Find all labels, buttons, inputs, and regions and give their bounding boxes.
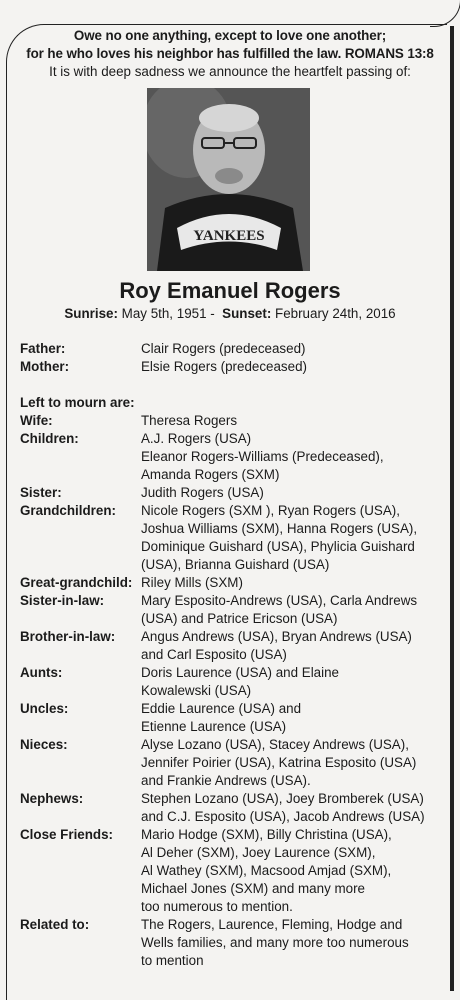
row-label: Wife:: [20, 413, 53, 428]
relative-row: [20, 826, 440, 916]
row-label: Left to mourn are:: [20, 395, 135, 410]
sunrise-date: May 5th, 1951 -: [121, 306, 215, 321]
row-value: A.J. Rogers (USA) Eleanor Rogers-Williams (Predeceased), Amanda Rogers (SXM): [141, 431, 384, 482]
photo-cap-text: YANKEES: [193, 228, 265, 244]
life-dates: [0, 305, 460, 323]
portrait-photo: [147, 88, 310, 271]
row-value: Theresa Rogers: [141, 413, 238, 428]
row-value: Angus Andrews (USA), Bryan Andrews (USA) and Carl Esposito (USA): [141, 629, 412, 662]
row-label: Grandchildren:: [20, 503, 116, 518]
row-value: Doris Laurence (USA) and Elaine Kowalewski (USA): [141, 665, 339, 698]
row-label: Uncles:: [20, 701, 69, 716]
sunset-date: February 24th, 2016: [275, 306, 396, 321]
relative-row: [20, 700, 440, 736]
row-label: Father:: [20, 341, 66, 356]
family-details: [20, 340, 440, 970]
row-label: Nieces:: [20, 737, 68, 752]
relative-row: [20, 736, 440, 790]
row-value: Eddie Laurence (USA) and Etienne Laurence (USA): [141, 701, 302, 734]
row-value: Stephen Lozano (USA), Joey Bromberek (USA) and C.J. Esposito (USA), Jacob Andrews (USA): [141, 791, 425, 824]
row-label: Related to:: [20, 917, 90, 932]
row-value: Elsie Rogers (predeceased): [141, 359, 307, 374]
relative-row: [20, 592, 440, 628]
mother-row: [20, 358, 440, 376]
relative-row: [20, 628, 440, 664]
row-label: Children:: [20, 431, 79, 446]
deceased-name: Roy Emanuel Rogers: [119, 278, 341, 303]
father-row: [20, 340, 440, 358]
row-value: Riley Mills (SXM): [141, 575, 243, 590]
portrait-illustration: [147, 88, 310, 271]
verse-line-2: for he who loves his neighbor has fulfilled the law. ROMANS 13:8: [26, 46, 434, 61]
relative-row: [20, 430, 440, 484]
notice-corner: [430, 0, 460, 27]
row-value: The Rogers, Laurence, Fleming, Hodge and Wells families, and many more too numerous to mention: [141, 917, 409, 968]
row-label: Brother-in-law:: [20, 629, 116, 644]
relative-row: [20, 502, 440, 574]
relative-row: [20, 664, 440, 700]
relative-row: [20, 916, 440, 970]
row-label: Sister:: [20, 485, 62, 500]
row-value: Mario Hodge (SXM), Billy Christina (USA), Al Deher (SXM), Joey Laurence (SXM), Al Wathey (SXM), Macsood Amjad (SXM), Michael Jones (SXM) and many more too numerous to mention.: [141, 827, 392, 914]
row-label: Aunts:: [20, 665, 63, 680]
row-value: Judith Rogers (USA): [141, 485, 264, 500]
header: [0, 27, 460, 81]
row-label: Close Friends:: [20, 827, 114, 842]
row-label: Mother:: [20, 359, 70, 374]
relative-row: [20, 790, 440, 826]
row-label: Nephews:: [20, 791, 84, 806]
relative-row: [20, 412, 440, 430]
page-edge: [450, 26, 454, 991]
row-value: Alyse Lozano (USA), Stacey Andrews (USA), Jennifer Poirier (USA), Katrina Esposito (USA) and Frankie Andrews (USA).: [141, 737, 417, 788]
row-value: Mary Esposito-Andrews (USA), Carla Andrews (USA) and Patrice Ericson (USA): [141, 593, 418, 626]
relative-row: [20, 574, 440, 592]
row-label: Sister-in-law:: [20, 593, 105, 608]
relative-row: [20, 484, 440, 502]
announcement: It is with deep sadness we announce the heartfelt passing of:: [49, 64, 411, 79]
row-value: Nicole Rogers (SXM ), Ryan Rogers (USA), Joshua Williams (SXM), Hanna Rogers (USA), Dominique Guishard (USA), Phylicia Guishard (USA), Brianna Guishard (USA): [141, 503, 418, 572]
row-label: Great-grandchild:: [20, 575, 133, 590]
verse-line-1: Owe no one anything, except to love one another;: [73, 28, 387, 43]
left-to-mourn-heading: [20, 394, 440, 412]
spacer: [20, 376, 440, 394]
sunset-label: Sunset:: [222, 306, 272, 321]
sunrise-label: Sunrise:: [64, 306, 118, 321]
row-value: Clair Rogers (predeceased): [141, 341, 306, 356]
